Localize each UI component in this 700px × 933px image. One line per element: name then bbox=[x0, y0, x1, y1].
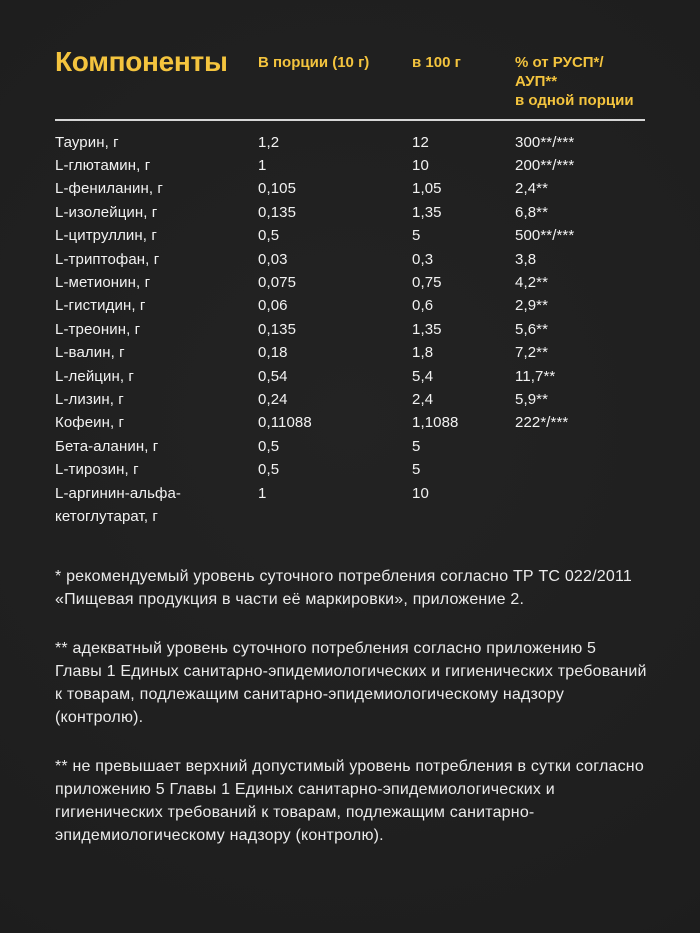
table-row bbox=[55, 365, 645, 388]
table-row bbox=[55, 388, 645, 411]
table-cell-per-serving: 0,5 bbox=[258, 437, 280, 455]
table-cell-per-serving: 0,135 bbox=[258, 320, 297, 338]
table-cell-per-100g: 1,35 bbox=[412, 203, 442, 221]
footnote-upper-limit: ** не превышает верхний допустимый уровень потребления в сутки согласно приложению 5 Главы 1 Единых санитарно-эпидемиологических и гигиенических требований к товарам, подлежащим санитарно-эпидемиологическому надзору (контролю). bbox=[55, 758, 644, 845]
table-cell-per-serving: 0,06 bbox=[258, 297, 288, 315]
table-cell-name: L-валин, г bbox=[55, 344, 125, 362]
table-row bbox=[55, 318, 645, 341]
table-cell-per-serving: 0,11088 bbox=[258, 414, 312, 432]
table-cell-per-100g: 0,75 bbox=[412, 273, 442, 291]
table-header bbox=[55, 48, 645, 110]
table-row bbox=[55, 458, 645, 481]
table-cell-percent: 7,2** bbox=[515, 344, 549, 362]
table-cell-percent: 6,8** bbox=[515, 203, 549, 221]
column-header-per-100g: в 100 г bbox=[412, 54, 461, 71]
table-cell-per-serving: 0,54 bbox=[258, 367, 288, 385]
table-cell-per-100g: 1,8 bbox=[412, 344, 434, 362]
table-cell-name: L-метионин, г bbox=[55, 273, 151, 291]
table-cell-per-serving: 0,5 bbox=[258, 227, 280, 245]
table-cell-name: L-лизин, г bbox=[55, 390, 124, 408]
table-cell-per-serving: 0,18 bbox=[258, 344, 288, 362]
table-cell-percent: 2,4** bbox=[515, 180, 549, 198]
footnote-rusp: * рекомендуемый уровень суточного потребления согласно ТР ТС 022/2011 «Пищевая продукция в части её маркировки», приложение 2. bbox=[55, 568, 632, 609]
table-cell-per-100g: 5 bbox=[412, 437, 421, 455]
footnote-adequate-level: ** адекватный уровень суточного потребления согласно приложению 5 Главы 1 Единых санитарно-эпидемиологических и гигиенических требований к товарам, подлежащим санитарно-эпидемиологическому надзору (контролю). bbox=[55, 640, 647, 727]
table-cell-name: L-лейцин, г bbox=[55, 367, 134, 385]
footnotes bbox=[55, 565, 647, 847]
table-cell-per-serving: 0,03 bbox=[258, 250, 288, 268]
table-row bbox=[55, 201, 645, 224]
table-cell-percent: 5,6** bbox=[515, 320, 549, 338]
table-body bbox=[55, 131, 645, 529]
table-cell-per-serving: 0,075 bbox=[258, 273, 297, 291]
table-cell-percent: 4,2** bbox=[515, 273, 549, 291]
table-row bbox=[55, 482, 645, 529]
table-row bbox=[55, 224, 645, 247]
table-cell-percent: 3,8 bbox=[515, 250, 537, 268]
table-cell-percent: 222*/*** bbox=[515, 414, 569, 432]
table-cell-percent: 500**/*** bbox=[515, 227, 575, 245]
column-header-percent bbox=[515, 48, 645, 110]
page-title: Компоненты bbox=[55, 46, 228, 77]
table-cell-per-100g: 0,6 bbox=[412, 297, 434, 315]
table-cell-per-100g: 5,4 bbox=[412, 367, 434, 385]
table-row bbox=[55, 248, 645, 271]
table-cell-percent: 2,9** bbox=[515, 297, 549, 315]
table-cell-percent: 200**/*** bbox=[515, 156, 575, 174]
table-cell-name: Таурин, г bbox=[55, 133, 119, 151]
table-cell-per-serving: 1 bbox=[258, 156, 267, 174]
column-header-percent-line1: % от РУСП*/АУП** bbox=[515, 54, 604, 90]
table-row bbox=[55, 154, 645, 177]
table-cell-per-serving: 0,135 bbox=[258, 203, 297, 221]
table-cell-name: L-тирозин, г bbox=[55, 461, 139, 479]
header-divider bbox=[55, 119, 645, 121]
table-cell-per-serving: 0,5 bbox=[258, 461, 280, 479]
table-row bbox=[55, 341, 645, 364]
table-cell-per-serving: 1,2 bbox=[258, 133, 280, 151]
table-cell-name: L-цитруллин, г bbox=[55, 227, 157, 245]
table-cell-per-serving: 0,24 bbox=[258, 390, 288, 408]
table-cell-name: L-изолейцин, г bbox=[55, 203, 158, 221]
table-cell-per-serving: 1 bbox=[258, 484, 267, 502]
table-cell-per-100g: 1,1088 bbox=[412, 414, 459, 432]
table-cell-per-serving: 0,105 bbox=[258, 180, 297, 198]
table-cell-name: L-триптофан, г bbox=[55, 250, 160, 268]
table-row bbox=[55, 131, 645, 154]
table-cell-per-100g: 1,35 bbox=[412, 320, 442, 338]
table-cell-per-100g: 5 bbox=[412, 461, 421, 479]
table-row bbox=[55, 177, 645, 200]
table-cell-per-100g: 5 bbox=[412, 227, 421, 245]
column-header-per-serving: В порции (10 г) bbox=[258, 54, 370, 71]
table-cell-name: L-глютамин, г bbox=[55, 156, 151, 174]
table-cell-name: Кофеин, г bbox=[55, 414, 125, 432]
table-row bbox=[55, 411, 645, 434]
table-cell-per-100g: 1,05 bbox=[412, 180, 442, 198]
table-cell-name: L-гистидин, г bbox=[55, 297, 146, 315]
table-row bbox=[55, 294, 645, 317]
table-cell-per-100g: 10 bbox=[412, 156, 429, 174]
table-cell-per-100g: 0,3 bbox=[412, 250, 434, 268]
table-cell-name: L-треонин, г bbox=[55, 320, 141, 338]
table-cell-name: L-фениланин, г bbox=[55, 180, 163, 198]
table-cell-percent: 11,7** bbox=[515, 367, 556, 385]
table-cell-per-100g: 10 bbox=[412, 484, 429, 502]
table-cell-name: Бета-аланин, г bbox=[55, 437, 159, 455]
table-row bbox=[55, 435, 645, 458]
table-cell-per-100g: 2,4 bbox=[412, 390, 434, 408]
table-cell-per-100g: 12 bbox=[412, 133, 429, 151]
table-row bbox=[55, 271, 645, 294]
column-header-percent-line2: в одной порции bbox=[515, 92, 634, 109]
table-cell-percent: 5,9** bbox=[515, 390, 549, 408]
table-cell-name: L-аргинин-альфа-кетоглутарат, г bbox=[55, 484, 182, 525]
table-cell-percent: 300**/*** bbox=[515, 133, 575, 151]
